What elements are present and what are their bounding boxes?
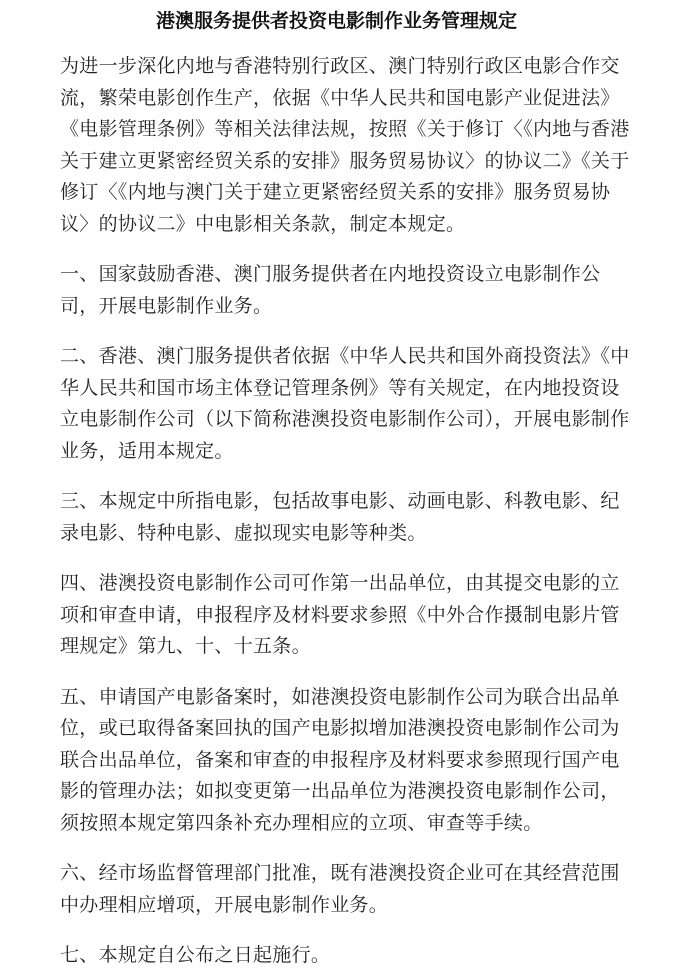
article-7: 七、本规定自公布之日起施行。 [60, 944, 331, 966]
article-1: 一、国家鼓励香港、澳门服务提供者在内地投资设立电影制作公司，开展电影制作业务。 [60, 263, 601, 317]
article-6: 六、经市场监督管理部门批准，既有港澳投资企业可在其经营范围中办理相应增项，开展电影制作业务。 [60, 862, 620, 916]
intro-paragraph: 为进一步深化内地与香港特别行政区、澳门特别行政区电影合作交流，繁荣电影创作生产，依据《中华人民共和国电影产业促进法》《电影管理条例》等相关法律法规，按照《关于修订〈《内地与香港关于建立更紧密经贸关系的安排》服务贸易协议〉的协议二》《关于修订〈《内地与澳门关于建立更紧密经贸关系的安排》服务贸易协议〉的协议二》中电影相关条款，制定本规定。 [60, 55, 630, 235]
document-title: 港澳服务提供者投资电影制作业务管理规定 [156, 10, 518, 32]
article-4: 四、港澳投资电影制作公司可作第一出品单位，由其提交电影的立项和审查申请，申报程序及材料要求参照《中外合作摄制电影片管理规定》第九、十、十五条。 [60, 572, 620, 657]
article-3: 三、本规定中所指电影，包括故事电影、动画电影、科教电影、纪录电影、特种电影、虚拟现实电影等种类。 [60, 490, 620, 544]
article-2: 二、香港、澳门服务提供者依据《中华人民共和国外商投资法》《中华人民共和国市场主体登记管理条例》等有关规定，在内地投资设立电影制作公司（以下简称港澳投资电影制作公司），开展电影制作业务，适用本规定。 [60, 345, 630, 462]
article-5: 五、申请国产电影备案时，如港澳投资电影制作公司为联合出品单位，或已取得备案回执的国产电影拟增加港澳投资电影制作公司为联合出品单位，备案和审查的申报程序及材料要求参照现行国产电影的管理办法；如拟变更第一出品单位为港澳投资电影制作公司，须按照本规定第四条补充办理相应的立项、审查等手续。 [60, 685, 620, 834]
